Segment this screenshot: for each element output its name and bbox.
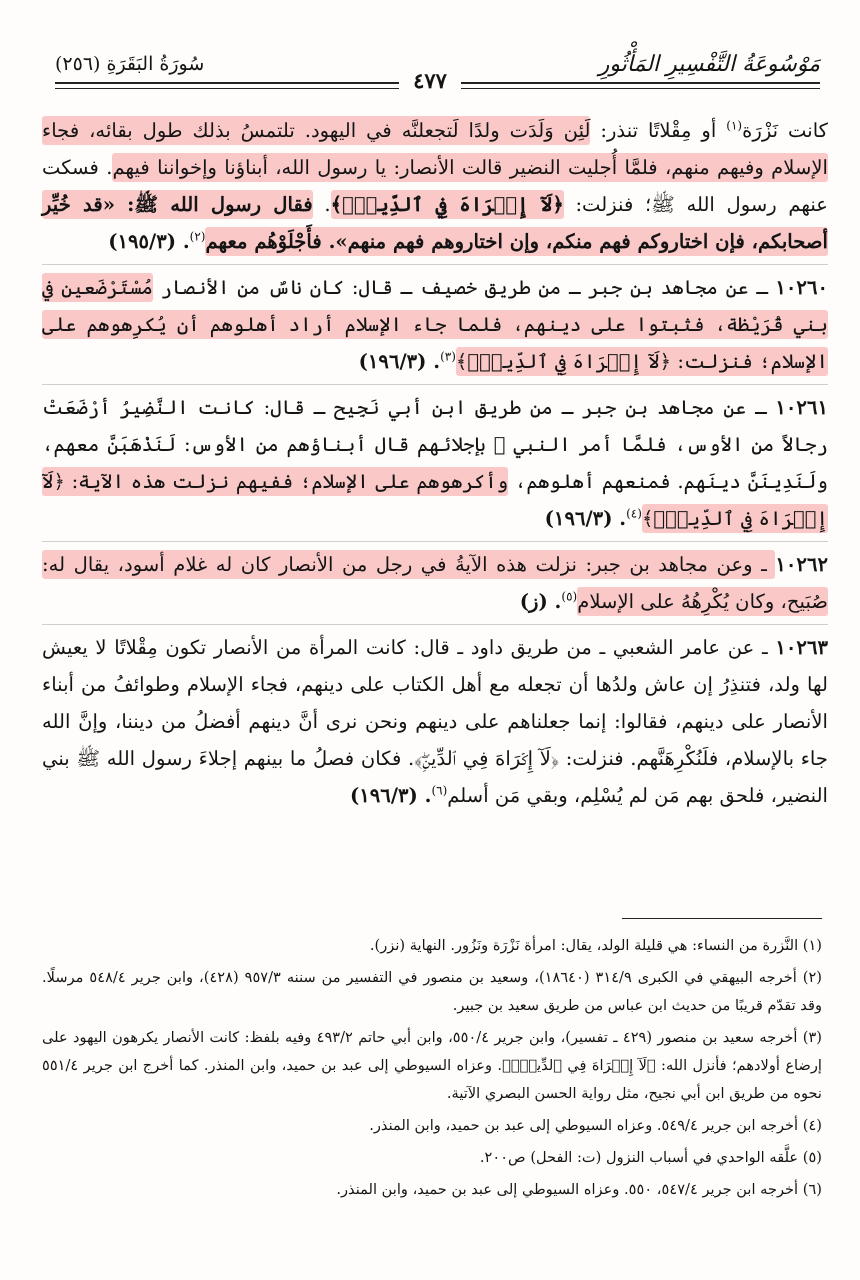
footnote-2: (٢) أخرجه البيهقي في الكبرى ٣١٤/٩ (١٨٦٤٠)، وسعيد بن منصور في التفسير من سننه ٩٥٧/٣ (٤٢٨)، وابن جرير ٥٤٨/٤ مرسلًا. وقد تقدّم قريبًا من حديث ابن عباس من طريق سعيد بن جبير. <box>42 969 822 1014</box>
entry-number: ١٠٢٦٢ <box>775 553 828 576</box>
series-title: مَوْسُوعَةُ التَّفْسِيرِ المَأْثُورِ <box>598 51 820 77</box>
footnote-6: (٦) أخرجه ابن جرير ٥٤٧/٤، ٥٥٠. وعزاه السيوطي إلى عبد بن حميد، وابن المنذر. <box>336 1181 822 1198</box>
volume-page-ref: . (ز) <box>519 590 562 613</box>
footnote-ref: (٦) <box>431 783 448 798</box>
entry-number: ١٠٢٦٠ <box>775 276 828 299</box>
text-run: كانت نَزْرَة <box>742 119 828 142</box>
paragraph-10260 <box>42 264 828 380</box>
footnote-ref: (٢) <box>189 229 206 244</box>
page-number: ٤٧٧ <box>399 68 461 93</box>
highlighted-verse: ﴿لَآ إِكۡرَاهَ فِي ٱلدِّينِۖ﴾ <box>331 190 564 219</box>
footnote-ref: (١) <box>726 118 743 133</box>
volume-page-ref: . (١٩٦/٣) <box>349 784 432 807</box>
footnote-4: (٤) أخرجه ابن جرير ٥٤٩/٤. وعزاه السيوطي إلى عبد بن حميد، وابن المنذر. <box>369 1117 822 1134</box>
paragraph-10261 <box>42 384 828 537</box>
entry-number: ١٠٢٦١ <box>775 396 828 419</box>
highlighted-text: وأكرهوهم على الإسلام؛ ففيهم نزلت هذه الآية: ﴿لَآ إِكۡرَاهَ فِي ٱلدِّينِۖ﴾ <box>42 467 828 533</box>
footnotes <box>42 932 822 1208</box>
text-run: ـ عن مجاهد بن جبر ـ من طريق خصيف ـ قال: كان ناسٌ من الأنصار <box>152 276 776 299</box>
paragraph-10263 <box>42 624 828 814</box>
main-text <box>42 112 828 814</box>
footnote-1: (١) النَّزرة من النساء: هي قليلة الولد، يقال: امرأة نَزْرَة ونَزُور. النهاية (نزر). <box>369 937 822 954</box>
highlighted-text: ـ وعن مجاهد بن جبر: نزلت هذه الآيةُ في رجل من الأنصار كان له غلام أسود، يقال له: صُبَيح، وكان يُكْرِهُهُ على الإسلام <box>42 550 828 616</box>
footnote-ref: (٥) <box>561 589 578 604</box>
footnote-separator <box>622 918 822 919</box>
paragraph-10262 <box>42 541 828 620</box>
text-run: ـ عن مجاهد بن جبر ـ من طريق ابن أبي نَجِيح ـ قال: كانت النَّضِيرُ أرْضَعَتْ رجالاً من الأوس، فلمَّا أمر النبي ﷺ بإجلائهم قال أبناؤهم من الأوس: لَنَذْهَبَنَّ معهم، ولَنَدِينَنَّ دينَهم. فمنعهم أهلوهم، <box>42 396 828 493</box>
surah-label: سُورَةُ البَقَرَةِ (٢٥٦) <box>55 53 205 75</box>
text-run: . <box>312 193 331 216</box>
highlighted-text: مُسْتَرْضَعين في بني قُرَيْظة، فثبتوا على دينهم، فلما جاء الإسلام أراد أهلوهم أن يُكرِهوهم على الإسلام؛ فنزلت: ﴿لَآ إِكۡرَاهَ فِي ٱلدِّينِۖ﴾ <box>42 273 828 376</box>
entry-number: ١٠٢٦٣ <box>775 636 828 659</box>
paragraph-1 <box>42 112 828 260</box>
volume-page-ref: . (١٩٦/٣) <box>544 507 627 530</box>
text-run: ـ عن عامر الشعبي ـ من طريق داود ـ قال: كانت المرأة من الأنصار تكون مِقْلاتًا لا يعيش لها ولد، فتنذِرُ إن عاش ولدُها أن تجعله مع أهل الكتاب على دينهم، فجاء الإسلام وطوائفُ من أبناء الأنصار على دينهم، فقالوا: إنما جعلناهم على دينهم ونحن نرى أنَّ دينهم أفضلُ من ديننا، وإنَّ الله جاء بالإسلام، فلَنُكْرِهَنَّهم. فنزلت: ﴿لَآ إِكۡرَاهَ فِي ٱلدِّينِۖ﴾. فكان فصلُ ما بينهم إجلاءَ رسول الله ﷺ بني النضير، فلحق بهم مَن لم يُسْلِم، وبقي مَن أسلم <box>42 636 828 807</box>
footnote-3: (٣) أخرجه سعيد بن منصور (٤٢٩ ـ تفسير)، وابن جرير ٥٥٠/٤، وابن أبي حاتم ٤٩٣/٢ وفيه بلفظ: كانت الأنصار يكرهون اليهود على إرضاع أولادهم؛ فأنزل الله: ﴿لَآ إِكۡرَاهَ فِي ٱلدِّينِۖ﴾. وعزاه السيوطي إلى عبد بن حميد، وابن المنذر. كما أخرج ابن جرير ٥٥١/٤ نحوه من طريق ابن أبي نجيح، مثل رواية الحسن البصري الآتية. <box>42 1029 822 1102</box>
footnote-5: (٥) علَّقه الواحدي في أسباب النزول (ت: الفحل) ص٢٠٠. <box>479 1149 822 1166</box>
text-run: أو مِقْلاتًا تنذر: <box>590 119 727 142</box>
highlighted-text: لَئِن وَلَدَت ولدًا لَتجعلنَّه في اليهود. تلتمسُ بذلك طول بقائه، فجاء الإسلام وفيهم منهم، فلمَّا أُجليت النضير قالت الأنصار: يا رسول الله، أبناؤنا وإخواننا فيهم <box>42 116 828 182</box>
text-run: . فسكت عنهم رسول الله ﷺ؛ فنزلت: <box>42 156 829 216</box>
footnote-ref: (٣) <box>440 349 456 364</box>
volume-page-ref: . (١٩٥/٣) <box>108 230 190 253</box>
footnote-ref: (٤) <box>626 506 642 521</box>
highlighted-text: فقال رسول الله ﷺ: «قد خُيِّر أصحابكم، فإن اختاروكم فهم منكم، وإن اختاروهم فهم منهم». فأَجْلَوْهُم معهم <box>42 190 828 256</box>
volume-page-ref: . (١٩٦/٣) <box>358 350 441 373</box>
